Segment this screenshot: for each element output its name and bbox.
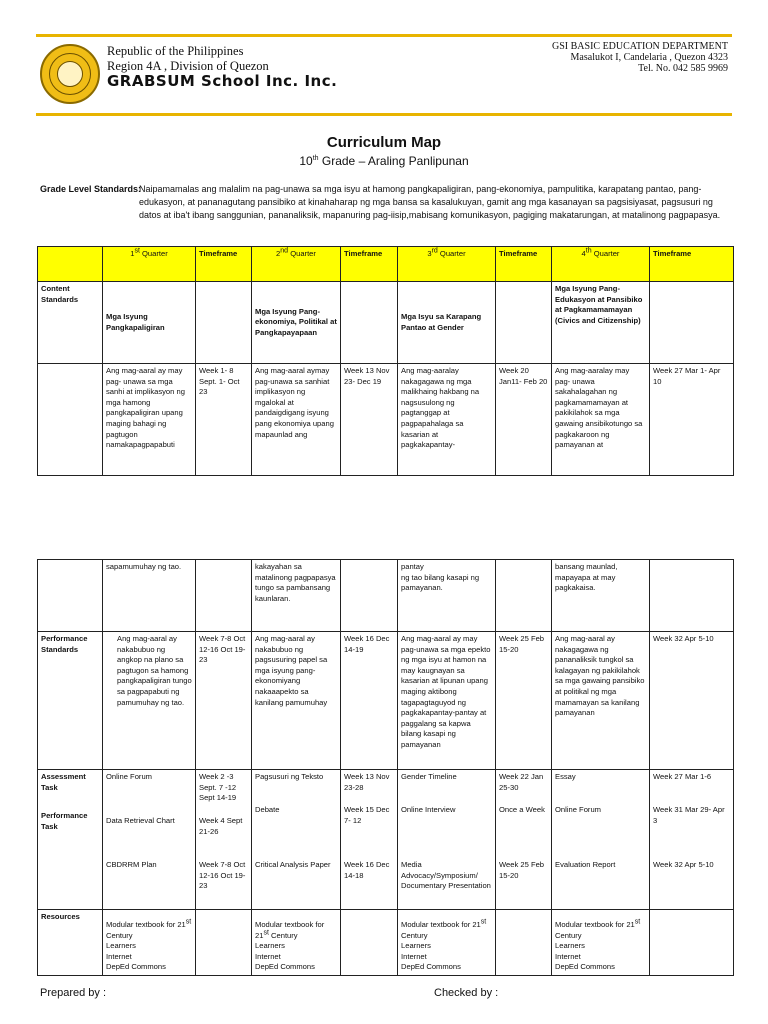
school-seal-logo — [40, 44, 100, 104]
q3-content-timeframe: Week 20 Jan11- Feb 20 — [496, 364, 552, 476]
document-subtitle: 10th Grade – Araling Panlipunan — [299, 154, 469, 168]
empty-cell — [38, 560, 103, 632]
q3-resources: Modular textbook for 21st Century Learners Internet DepEd Commons — [398, 910, 496, 976]
header-right-block — [552, 41, 728, 74]
q1-content-cont: sapamumuhay ng tao. — [103, 560, 196, 632]
q2-content-timeframe: Week 13 Nov 23- Dec 19 — [341, 364, 398, 476]
q4-header: 4th Quarter — [552, 247, 650, 282]
q3-assessment: Gender Timeline Online Interview Media Advocacy/Symposium/ Documentary Presentation — [398, 770, 496, 910]
q1-assessment-timeframe: Week 2 -3 Sept. 7 -12 Sept 14-19 Week 4 Sept 21-26 Week 7-8 Oct 12-16 Oct 19-23 — [196, 770, 252, 910]
document-title: Curriculum Map — [326, 134, 442, 151]
q2-content-cont: kakayahan sa matalinong pagpapasya tungo sa pambansang kaunlaran. — [252, 560, 341, 632]
empty-cell — [650, 910, 734, 976]
empty-cell — [650, 282, 734, 364]
q2-resources: Modular textbook for 21st Century Learners Internet DepEd Commons — [252, 910, 341, 976]
performance-standards-row — [38, 632, 734, 770]
empty-cell — [196, 282, 252, 364]
q4-content-cont: bansang maunlad, mapayapa at may pagkakaisa. — [552, 560, 650, 632]
timeframe-header: Timeframe — [196, 247, 252, 282]
q2-performance: Ang mag-aaral ay nakabubuo ng pagsusuring papel sa mga isyung pang-ekonomiyang nakaaapekto sa kanilang pamumuhay — [252, 632, 341, 770]
q3-assessment-timeframe: Week 22 Jan 25-30 Once a Week Week 25 Feb 15-20 — [496, 770, 552, 910]
empty-cell — [650, 560, 734, 632]
timeframe-header: Timeframe — [341, 247, 398, 282]
header-blank — [38, 247, 103, 282]
empty-cell — [196, 560, 252, 632]
q4-content-text: Ang mag-aaralay may pag- unawa sakahalagahan ng pagkamamamayan at pakikilahok sa mga gawaing ansibikotungo sa pagkakaroon ng pamayanan at — [552, 364, 650, 476]
header-top-rule — [36, 34, 732, 37]
q1-performance: Ang mag-aaral ay nakabubuo ng angkop na plano sa pagtugon sa hamong pangkapaligiran tungo sa pagpapabuti ng pamumuhay ng tao. — [103, 632, 196, 770]
q2-assessment-timeframe: Week 13 Nov 23-28 Week 15 Dec 7- 12 Week 16 Dec 14-18 — [341, 770, 398, 910]
q3-topic: Mga Isyu sa Karapang Pantao at Gender — [398, 282, 496, 364]
empty-cell — [341, 910, 398, 976]
q4-resources: Modular textbook for 21st Century Learners Internet DepEd Commons — [552, 910, 650, 976]
q1-header: 1st Quarter — [103, 247, 196, 282]
q4-performance-timeframe: Week 32 Apr 5-10 — [650, 632, 734, 770]
q4-assessment-timeframe: Week 27 Mar 1-6 Week 31 Mar 29- Apr 3 Week 32 Apr 5-10 — [650, 770, 734, 910]
school-address: Masalukot I, Candelaria , Quezon 4323 — [570, 52, 728, 63]
q4-topic: Mga Isyung Pang-Edukasyon at Pansibiko at Pagkamamamayan (Civics and Citizenship) — [552, 282, 650, 364]
assessment-labels — [38, 770, 103, 910]
checked-by-label: Checked by : — [434, 987, 499, 999]
empty-cell — [341, 560, 398, 632]
q3-content-cont: pantay ng tao bilang kasapi ng pamayanan. — [398, 560, 496, 632]
header-region: Region 4A , Division of Quezon — [107, 59, 269, 73]
grade-standards-label: Grade Level Standards: — [40, 184, 142, 194]
q1-assessment: Online Forum Data Retrieval Chart CBDRRM Plan — [103, 770, 196, 910]
prepared-by-label: Prepared by : — [40, 987, 107, 999]
empty-cell — [38, 364, 103, 476]
quarter-header-row — [38, 247, 734, 282]
q3-performance: Ang mag-aaral ay may pag-unawa sa mga epekto ng mga isyu at hamon na may kaugnayan sa kasarian at lipunan upang maging aktibong tagapagtaguyod ng pagkakapantay-pantay at paggalang sa kapwa bilang kasapi ng pamayanan — [398, 632, 496, 770]
q2-topic: Mga Isyung Pang-ekonomiya, Politikal at Pangkapayapaan — [252, 282, 341, 364]
content-standards-label: Content Standards — [38, 282, 103, 364]
header-bottom-rule — [36, 113, 732, 116]
empty-cell — [496, 282, 552, 364]
q2-header: 2nd Quarter — [252, 247, 341, 282]
content-continued-row — [38, 560, 734, 632]
q2-assessment: Pagsusuri ng Teksto Debate Critical Analysis Paper — [252, 770, 341, 910]
school-name: GRABSUM School Inc. Inc. — [107, 72, 338, 90]
department-name: GSI BASIC EDUCATION DEPARTMENT — [552, 41, 728, 52]
timeframe-header: Timeframe — [496, 247, 552, 282]
curriculum-table-part2 — [37, 559, 734, 976]
q2-content-text: Ang mag-aaral aymay pag-unawa sa sanhiat implikasyon ng mgalokal at pandaigdigang isyung pang ekonomiya upang mapaunlad ang — [252, 364, 341, 476]
assessment-row — [38, 770, 734, 910]
q3-content-text: Ang mag-aaralay nakagagawa ng mga malikhaing hakbang na nagsusulong ng pagtanggap at pagpapahalaga sa kasarian at pagkakapantay- — [398, 364, 496, 476]
q3-performance-timeframe: Week 25 Feb 15-20 — [496, 632, 552, 770]
q2-performance-timeframe: Week 16 Dec 14-19 — [341, 632, 398, 770]
empty-cell — [496, 910, 552, 976]
q4-performance: Ang mag-aaral ay nakagagawa ng pananaliksik tungkol sa kalagayan ng pakikilahok sa mga gawaing pansibiko at politikal ng mga mamamayan sa kanilang pamayanan — [552, 632, 650, 770]
grade-standards-text: Naipamamalas ang malalim na pag-unawa sa mga isyu at hamong pangkapaligiran, pang-ekonomiya, pampulitika, karapatang pantao, pang-edukasyon, at pananagutang pansibiko at kinahaharap ng mga bansa sa kasalukuyan, gamit ang mga kasanayan sa pagsisiyasat, pagsusuri ng datos at iba't ibang sanggunian, pananaliksik, mapanuring pag-iisip,mabisang komunikasyon, pagiging makatarungan, at matalinong pagpapasya. — [139, 184, 721, 220]
header-republic: Republic of the Philippines — [107, 44, 244, 58]
q1-resources: Modular textbook for 21st Century Learners Internet DepEd Commons — [103, 910, 196, 976]
header-left-block — [107, 44, 337, 89]
resources-row — [38, 910, 734, 976]
q1-performance-timeframe: Week 7-8 Oct 12-16 Oct 19-23 — [196, 632, 252, 770]
content-text-row — [38, 364, 734, 476]
q1-content-text: Ang mag-aaral ay may pag- unawa sa mga sanhi at implikasyon ng mga hamong pangkapaligiran upang maging bahagi ng pagtugon namakapagpapabuti — [103, 364, 196, 476]
empty-cell — [196, 910, 252, 976]
school-phone: Tel. No. 042 585 9969 — [638, 63, 728, 74]
curriculum-table-part1 — [37, 246, 734, 476]
q4-assessment: Essay Online Forum Evaluation Report — [552, 770, 650, 910]
q1-content-timeframe: Week 1- 8 Sept. 1- Oct 23 — [196, 364, 252, 476]
q3-header: 3rd Quarter — [398, 247, 496, 282]
empty-cell — [341, 282, 398, 364]
resources-label: Resources — [38, 910, 103, 976]
performance-standards-label: Performance Standards — [38, 632, 103, 770]
q4-content-timeframe: Week 27 Mar 1- Apr 10 — [650, 364, 734, 476]
q1-topic: Mga Isyung Pangkapaligiran — [103, 282, 196, 364]
empty-cell — [496, 560, 552, 632]
assessment-task-label: Assessment Task — [41, 772, 86, 792]
content-topics-row — [38, 282, 734, 364]
timeframe-header: Timeframe — [650, 247, 734, 282]
performance-task-label: Performance Task — [41, 811, 88, 831]
